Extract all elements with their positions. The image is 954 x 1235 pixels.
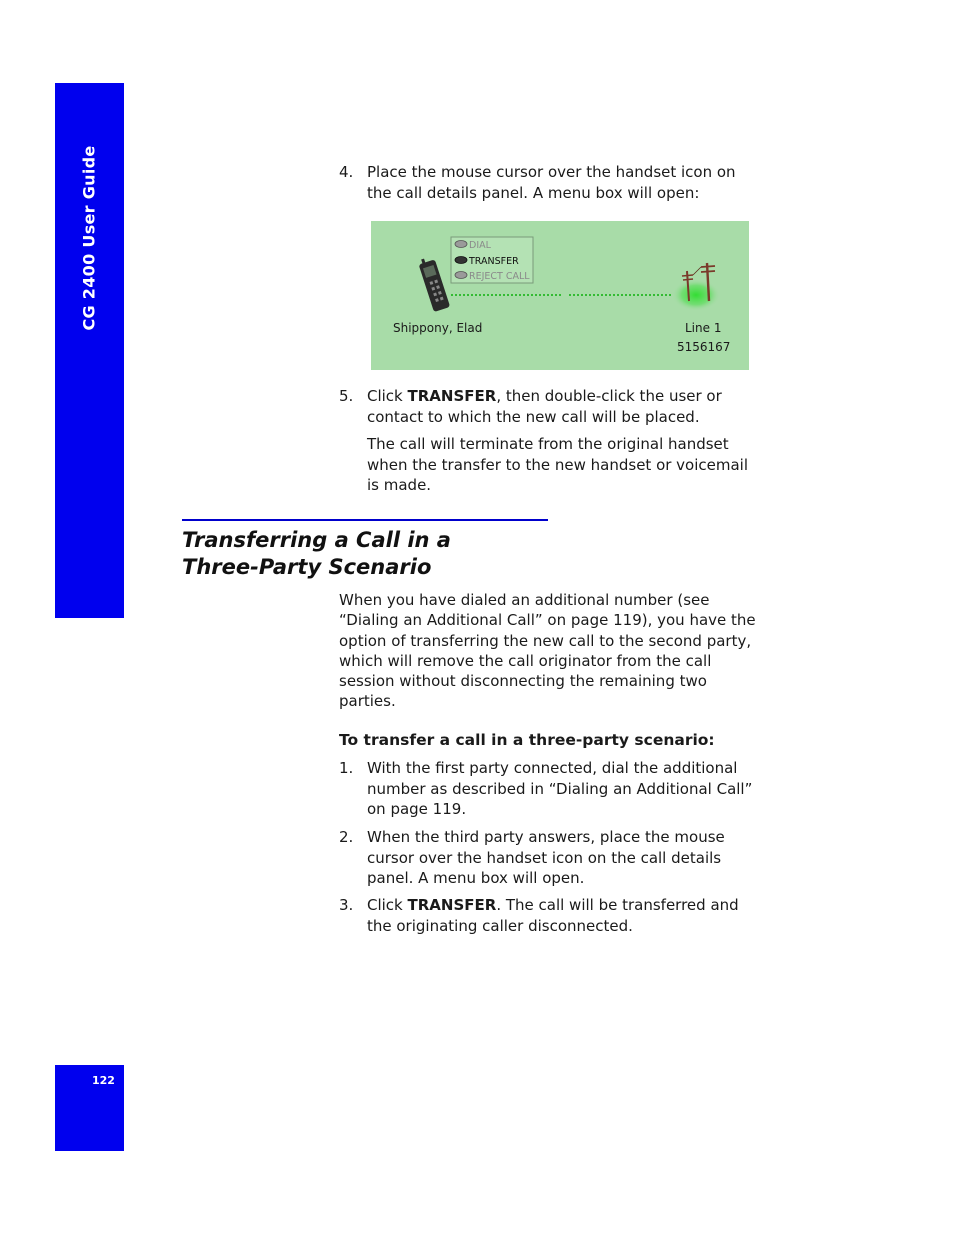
context-menu[interactable] [451, 237, 533, 283]
step-number: 3. [339, 896, 354, 914]
page-number: 122 [92, 1074, 115, 1087]
step-number: 4. [339, 163, 354, 181]
step-text: Place the mouse cursor over the handset icon on the call details panel. A menu box will open: [367, 163, 736, 202]
section-heading: Transferring a Call in a Three-Party Scenario [182, 528, 451, 579]
sidebar-title: CG 2400 User Guide [79, 145, 99, 331]
procedure-step-3 [339, 895, 759, 936]
menu-item-transfer-label: TRANSFER [469, 256, 519, 267]
line-status-glow [672, 279, 720, 311]
step-number: 5. [339, 387, 354, 405]
step-text: Click TRANSFER, then double-click the user or contact to which the new call will be placed. [367, 387, 722, 426]
procedure-step-2 [339, 827, 759, 889]
menu-item-dial-label: DIAL [469, 240, 491, 251]
section-rule [182, 519, 548, 521]
step-number: 2. [339, 828, 354, 846]
procedure-heading: To transfer a call in a three-party scenario: [339, 731, 715, 749]
procedure-step-1 [339, 758, 759, 820]
line-number-label: 5156167 [677, 340, 731, 354]
section-intro: When you have dialed an additional number (see “Dialing an Additional Call” on page 119), you have the option of transferring the new call to the second party, which will remove the call originator from the call session without disconnecting the remaining two parties. [339, 591, 756, 711]
transfer-keyword: TRANSFER [407, 387, 497, 405]
line-name-label: Line 1 [685, 321, 722, 335]
step-number: 1. [339, 759, 354, 777]
step-text: With the first party connected, dial the additional number as described in “Dialing an Additional Call” on page 119. [367, 759, 753, 818]
menu-item-reject-call-label: REJECT CALL [469, 271, 530, 282]
step-5 [339, 386, 759, 427]
step-text: Click TRANSFER. The call will be transferred and the originating caller disconnected. [367, 896, 739, 935]
transfer-keyword: TRANSFER [407, 896, 497, 914]
step-4 [339, 162, 759, 203]
step-5-note: The call will terminate from the original handset when the transfer to the new handset or voicemail is made. [367, 435, 749, 494]
call-details-panel-figure [371, 221, 749, 370]
step-text: When the third party answers, place the mouse cursor over the handset icon on the call details panel. A menu box will open. [367, 828, 725, 887]
user-name-label: Shippony, Elad [393, 321, 483, 335]
